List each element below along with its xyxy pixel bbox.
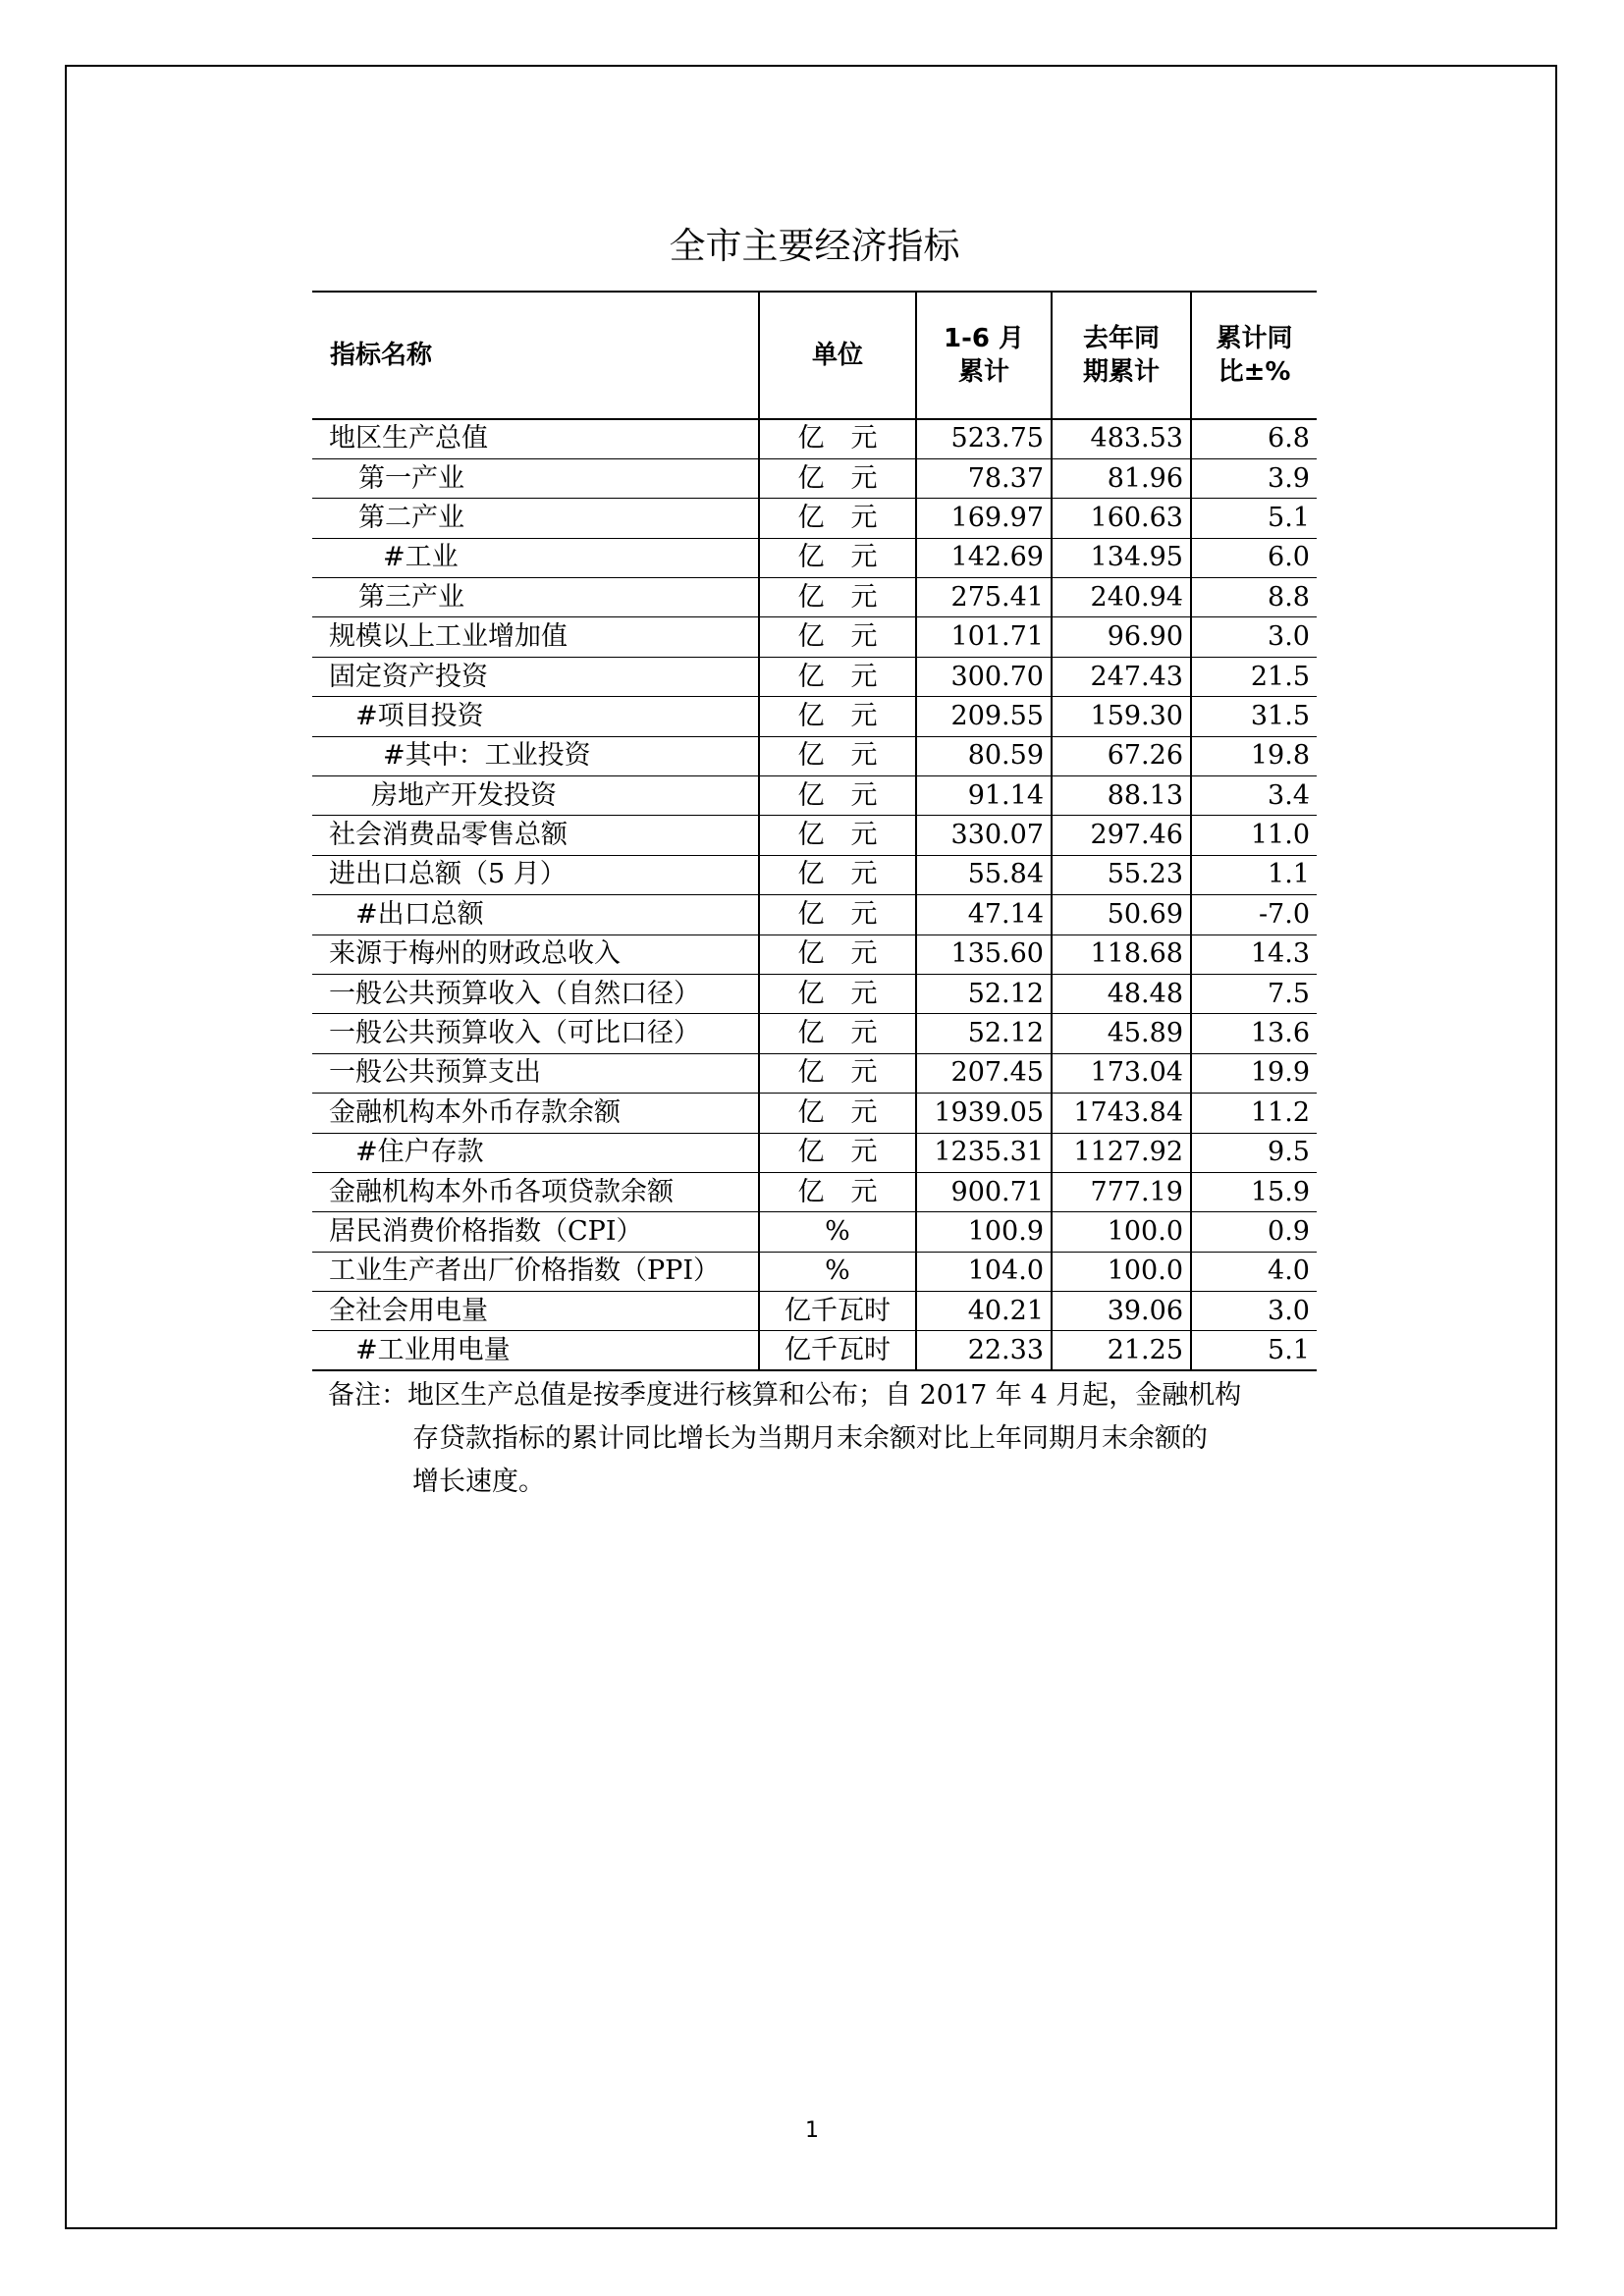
prev-year-value: 483.53 — [1052, 419, 1191, 458]
yoy-change-value: 5.1 — [1191, 1331, 1317, 1370]
ytd-value: 142.69 — [916, 538, 1052, 577]
table-row — [312, 1014, 1317, 1053]
yoy-change-value: 3.0 — [1191, 617, 1317, 657]
indicator-name: 全社会用电量 — [312, 1292, 759, 1331]
ytd-value: 523.75 — [916, 419, 1052, 458]
ytd-value: 101.71 — [916, 617, 1052, 657]
unit-cell: 亿 元 — [759, 578, 916, 617]
table-row — [312, 499, 1317, 538]
indicator-name: #工业 — [312, 538, 759, 577]
yoy-change-value: 7.5 — [1191, 974, 1317, 1013]
unit-cell: 亿 元 — [759, 499, 916, 538]
unit-cell: 亿 元 — [759, 1053, 916, 1093]
footnote — [328, 1374, 1310, 1504]
prev-year-value: 21.25 — [1052, 1331, 1191, 1370]
prev-year-value: 55.23 — [1052, 855, 1191, 894]
unit-cell: % — [759, 1252, 916, 1291]
table-row — [312, 1133, 1317, 1172]
ytd-value: 22.33 — [916, 1331, 1052, 1370]
page-title: 全市主要经济指标 — [669, 225, 960, 267]
yoy-change-value: 13.6 — [1191, 1014, 1317, 1053]
indicator-name: #出口总额 — [312, 895, 759, 934]
unit-cell: 亿 元 — [759, 1094, 916, 1133]
unit-cell: 亿 元 — [759, 895, 916, 934]
yoy-change-value: 19.9 — [1191, 1053, 1317, 1093]
unit-cell: 亿 元 — [759, 736, 916, 775]
unit-cell: 亿 元 — [759, 974, 916, 1013]
indicator-name: 规模以上工业增加值 — [312, 617, 759, 657]
yoy-change-value: 14.3 — [1191, 934, 1317, 974]
unit-cell: 亿千瓦时 — [759, 1331, 916, 1370]
yoy-change-value: 4.0 — [1191, 1252, 1317, 1291]
table-row — [312, 1252, 1317, 1291]
ytd-value: 209.55 — [916, 697, 1052, 736]
yoy-change-value: 11.0 — [1191, 816, 1317, 855]
yoy-change-value: 3.0 — [1191, 1292, 1317, 1331]
prev-year-value: 134.95 — [1052, 538, 1191, 577]
footnote-line: 增长速度。 — [412, 1467, 545, 1497]
indicator-name: 一般公共预算支出 — [312, 1053, 759, 1093]
ytd-value: 104.0 — [916, 1252, 1052, 1291]
ytd-value: 78.37 — [916, 458, 1052, 498]
ytd-value: 275.41 — [916, 578, 1052, 617]
ytd-value: 169.97 — [916, 499, 1052, 538]
table-row — [312, 1212, 1317, 1252]
unit-cell: 亿 元 — [759, 1133, 916, 1172]
indicator-name: 房地产开发投资 — [312, 776, 759, 816]
yoy-change-value: 21.5 — [1191, 657, 1317, 696]
indicator-name: 进出口总额（5 月） — [312, 855, 759, 894]
prev-year-value: 118.68 — [1052, 934, 1191, 974]
prev-year-value: 100.0 — [1052, 1212, 1191, 1252]
footnote-line: 存贷款指标的累计同比增长为当期月末余额对比上年同期月末余额的 — [412, 1423, 1208, 1454]
ytd-value: 91.14 — [916, 776, 1052, 816]
ytd-value: 330.07 — [916, 816, 1052, 855]
indicator-name: #其中：工业投资 — [312, 736, 759, 775]
table-row — [312, 1172, 1317, 1211]
prev-year-value: 81.96 — [1052, 458, 1191, 498]
table-header-row — [312, 292, 1317, 419]
header-indicator-name: 指标名称 — [312, 292, 759, 419]
ytd-value: 207.45 — [916, 1053, 1052, 1093]
ytd-value: 900.71 — [916, 1172, 1052, 1211]
ytd-value: 135.60 — [916, 934, 1052, 974]
indicator-name: 居民消费价格指数（CPI） — [312, 1212, 759, 1252]
yoy-change-value: 6.8 — [1191, 419, 1317, 458]
table-row — [312, 578, 1317, 617]
prev-year-value: 39.06 — [1052, 1292, 1191, 1331]
indicator-name: 一般公共预算收入（自然口径） — [312, 974, 759, 1013]
ytd-value: 47.14 — [916, 895, 1052, 934]
indicator-name: #项目投资 — [312, 697, 759, 736]
indicator-name: 第一产业 — [312, 458, 759, 498]
indicator-name: 来源于梅州的财政总收入 — [312, 934, 759, 974]
unit-cell: 亿 元 — [759, 538, 916, 577]
unit-cell: 亿 元 — [759, 816, 916, 855]
indicator-name: 金融机构本外币各项贷款余额 — [312, 1172, 759, 1211]
prev-year-value: 100.0 — [1052, 1252, 1191, 1291]
indicator-name: 第三产业 — [312, 578, 759, 617]
ytd-value: 55.84 — [916, 855, 1052, 894]
table-row — [312, 1053, 1317, 1093]
ytd-value: 300.70 — [916, 657, 1052, 696]
yoy-change-value: 9.5 — [1191, 1133, 1317, 1172]
table-row — [312, 776, 1317, 816]
table-row — [312, 855, 1317, 894]
header-prev-year: 去年同 期累计 — [1052, 292, 1191, 419]
prev-year-value: 45.89 — [1052, 1014, 1191, 1053]
table-row — [312, 538, 1317, 577]
prev-year-value: 240.94 — [1052, 578, 1191, 617]
prev-year-value: 777.19 — [1052, 1172, 1191, 1211]
yoy-change-value: 15.9 — [1191, 1172, 1317, 1211]
prev-year-value: 159.30 — [1052, 697, 1191, 736]
ytd-value: 52.12 — [916, 1014, 1052, 1053]
table-row — [312, 934, 1317, 974]
indicator-name: 金融机构本外币存款余额 — [312, 1094, 759, 1133]
unit-cell: 亿 元 — [759, 657, 916, 696]
prev-year-value: 96.90 — [1052, 617, 1191, 657]
table-row — [312, 1331, 1317, 1370]
prev-year-value: 160.63 — [1052, 499, 1191, 538]
unit-cell: % — [759, 1212, 916, 1252]
unit-cell: 亿 元 — [759, 855, 916, 894]
footnote-line: 备注：地区生产总值是按季度进行核算和公布；自 2017 年 4 月起，金融机构 — [328, 1380, 1242, 1411]
table-row — [312, 895, 1317, 934]
prev-year-value: 1127.92 — [1052, 1133, 1191, 1172]
page-number: 1 — [805, 2118, 819, 2143]
table-row — [312, 816, 1317, 855]
prev-year-value: 67.26 — [1052, 736, 1191, 775]
yoy-change-value: 3.9 — [1191, 458, 1317, 498]
table-row — [312, 1292, 1317, 1331]
ytd-value: 1235.31 — [916, 1133, 1052, 1172]
table-row — [312, 736, 1317, 775]
yoy-change-value: 3.4 — [1191, 776, 1317, 816]
table-row — [312, 657, 1317, 696]
ytd-value: 100.9 — [916, 1212, 1052, 1252]
yoy-change-value: 6.0 — [1191, 538, 1317, 577]
yoy-change-value: 5.1 — [1191, 499, 1317, 538]
yoy-change-value: -7.0 — [1191, 895, 1317, 934]
table-row — [312, 419, 1317, 458]
indicator-name: 地区生产总值 — [312, 419, 759, 458]
unit-cell: 亿千瓦时 — [759, 1292, 916, 1331]
prev-year-value: 297.46 — [1052, 816, 1191, 855]
table-row — [312, 974, 1317, 1013]
unit-cell: 亿 元 — [759, 697, 916, 736]
prev-year-value: 88.13 — [1052, 776, 1191, 816]
header-yoy-change: 累计同 比±% — [1191, 292, 1317, 419]
unit-cell: 亿 元 — [759, 934, 916, 974]
unit-cell: 亿 元 — [759, 617, 916, 657]
indicator-name: 固定资产投资 — [312, 657, 759, 696]
yoy-change-value: 11.2 — [1191, 1094, 1317, 1133]
indicator-name: 社会消费品零售总额 — [312, 816, 759, 855]
ytd-value: 1939.05 — [916, 1094, 1052, 1133]
indicator-name: #工业用电量 — [312, 1331, 759, 1370]
indicator-name: 一般公共预算收入（可比口径） — [312, 1014, 759, 1053]
unit-cell: 亿 元 — [759, 1172, 916, 1211]
ytd-value: 80.59 — [916, 736, 1052, 775]
yoy-change-value: 8.8 — [1191, 578, 1317, 617]
yoy-change-value: 1.1 — [1191, 855, 1317, 894]
unit-cell: 亿 元 — [759, 776, 916, 816]
ytd-value: 40.21 — [916, 1292, 1052, 1331]
table-row — [312, 1094, 1317, 1133]
prev-year-value: 247.43 — [1052, 657, 1191, 696]
yoy-change-value: 19.8 — [1191, 736, 1317, 775]
yoy-change-value: 31.5 — [1191, 697, 1317, 736]
table-row — [312, 617, 1317, 657]
indicator-name: 工业生产者出厂价格指数（PPI） — [312, 1252, 759, 1291]
yoy-change-value: 0.9 — [1191, 1212, 1317, 1252]
prev-year-value: 48.48 — [1052, 974, 1191, 1013]
header-unit: 单位 — [759, 292, 916, 419]
prev-year-value: 50.69 — [1052, 895, 1191, 934]
indicator-table — [312, 291, 1317, 1371]
header-ytd: 1-6 月 累计 — [916, 292, 1052, 419]
prev-year-value: 173.04 — [1052, 1053, 1191, 1093]
unit-cell: 亿 元 — [759, 458, 916, 498]
indicator-name: #住户存款 — [312, 1133, 759, 1172]
table-row — [312, 458, 1317, 498]
ytd-value: 52.12 — [916, 974, 1052, 1013]
unit-cell: 亿 元 — [759, 419, 916, 458]
indicator-name: 第二产业 — [312, 499, 759, 538]
table-row — [312, 697, 1317, 736]
unit-cell: 亿 元 — [759, 1014, 916, 1053]
prev-year-value: 1743.84 — [1052, 1094, 1191, 1133]
